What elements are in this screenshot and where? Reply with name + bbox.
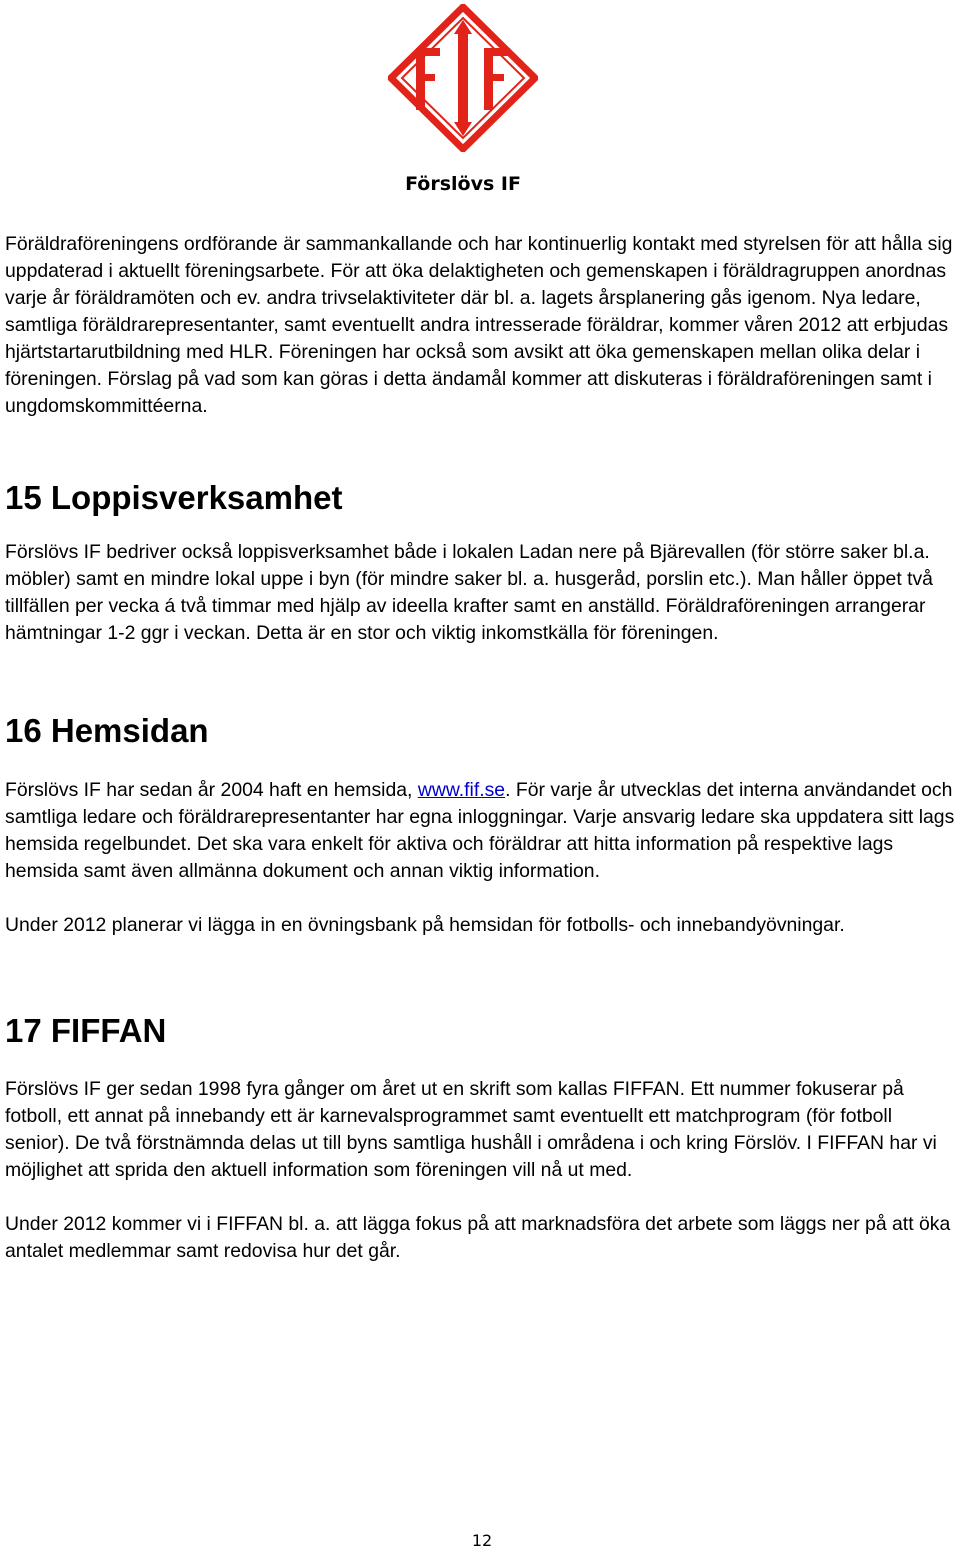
section-16-text-before-link: Förslövs IF har sedan år 2004 haft en hemsida, xyxy=(5,779,418,801)
website-link[interactable]: www.fif.se xyxy=(417,779,506,801)
section-17-paragraph-2: Under 2012 kommer vi i FIFFAN bl. a. att lägga fokus på att marknadsföra det arbete som läggs ner på att öka antalet medlemmar samt redovisa hur det går. xyxy=(5,1213,951,1262)
document-body xyxy=(5,231,957,1265)
page-header xyxy=(0,0,960,210)
section-16-paragraph-2: Under 2012 planerar vi lägga in en övningsbank på hemsidan för fotbolls- och innebandyövningar. xyxy=(5,914,845,936)
page-number: 12 xyxy=(471,1531,493,1550)
section-17-heading: 17 FIFFAN xyxy=(5,1012,167,1049)
section-16-paragraph-1 xyxy=(5,777,957,885)
section-15-paragraph: Förslövs IF bedriver också loppisverksamhet både i lokalen Ladan nere på Bjärevallen (för större saker bl.a. möbler) samt en mindre lokal uppe i byn (för mindre saker bl. a. husgeråd, porslin etc.). Man håller öppet två tillfällen per vecka á två timmar med hjälp av ideella krafter samt en anställd. Föräldraföreningen arrangerar hämtningar 1-2 ggr i veckan. Detta är en stor och viktig inkomstkälla för föreningen. xyxy=(5,541,933,644)
section-15-heading: 15 Loppisverksamhet xyxy=(5,479,343,516)
club-name: Förslövs IF xyxy=(405,173,521,195)
club-logo xyxy=(388,4,538,152)
section-16-text-after-link: . För varje år utvecklas det interna användandet och samtliga ledare och föräldrarepresentanter har egna inloggningar. Varje ansvarig ledare ska uppdatera sitt lags hemsida regelbundet. Det ska vara enkelt för aktiva och föräldrar att hitta information på respektive lags hemsida samt även allmänna dokument och annan viktig information. xyxy=(5,779,955,882)
section-16-heading: 16 Hemsidan xyxy=(5,712,209,749)
intro-paragraph: Föräldraföreningens ordförande är sammankallande och har kontinuerlig kontakt med styrelsen för att hålla sig uppdaterad i aktuellt föreningsarbete. För att öka delaktigheten och gemenskapen i föräldragruppen anordnas varje år föräldramöten och ev. andra trivselaktiviteter där bl. a. lagets årsplanering gås igenom. Nya ledare, samtliga föräldrarepresentanter, samt eventuellt andra intresserade föräldrar, kommer våren 2012 att erbjudas hjärtstartarutbildning med HLR. Föreningen har också som avsikt att öka gemenskapen mellan olika delar i föreningen. Förslag på vad som kan göras i detta ändamål kommer att diskuteras i föräldraföreningen samt i ungdomskommittéerna. xyxy=(5,233,953,417)
section-17-paragraph-1: Förslövs IF ger sedan 1998 fyra gånger om året ut en skrift som kallas FIFFAN. Ett nummer fokuserar på fotboll, ett annat på innebandy ett är karnevalsprogrammet samt eventuellt ett matchprogram (för fotboll senior). De två förstnämnda delas ut till byns samtliga hushåll i områdena i och kring Förslöv. I FIFFAN har vi möjlighet att sprida den aktuell information som föreningen vill nå ut med. xyxy=(5,1078,937,1181)
